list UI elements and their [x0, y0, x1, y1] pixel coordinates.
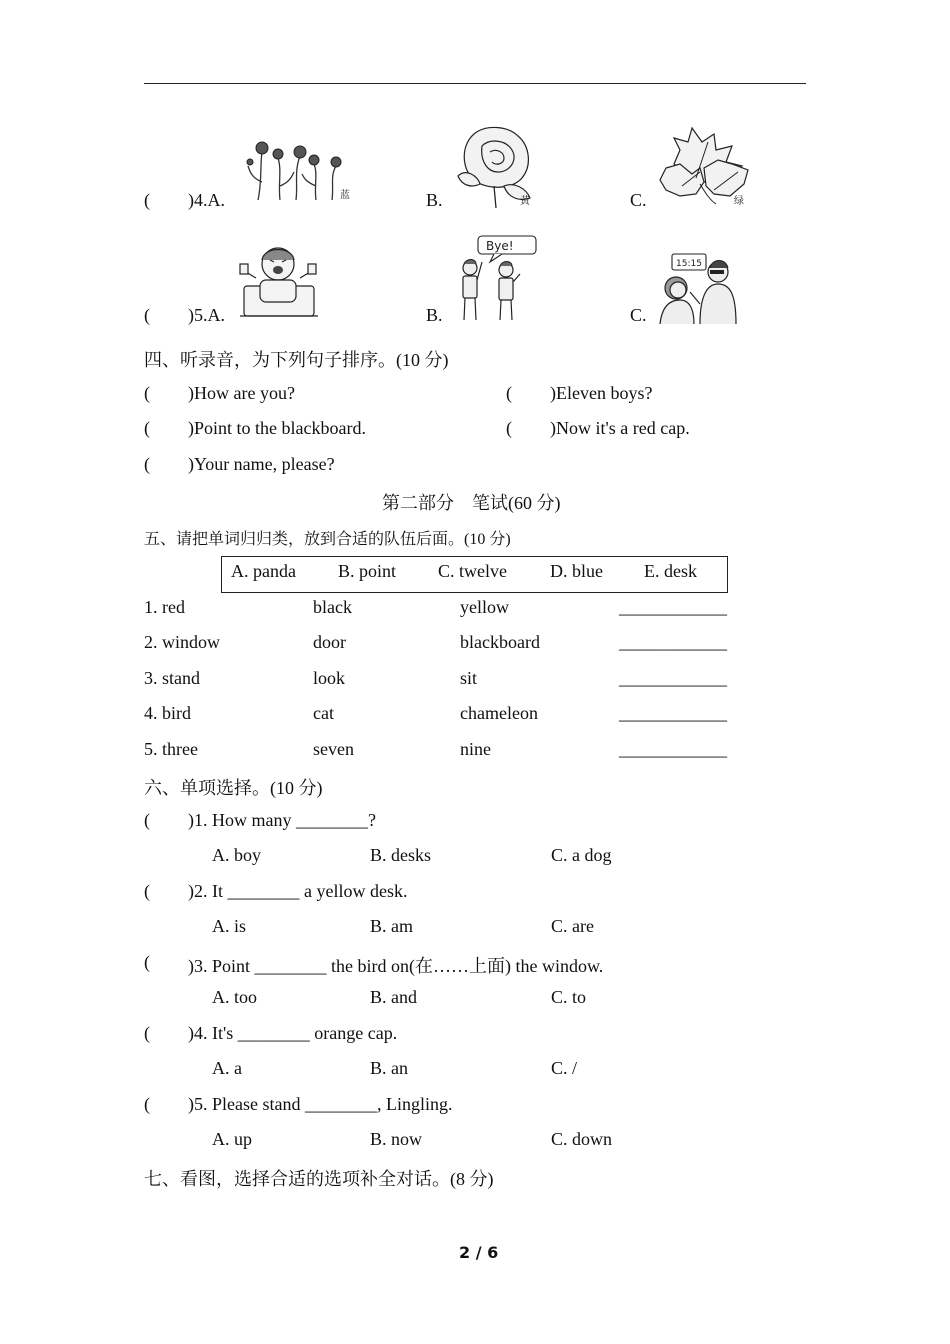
s4-item-text: )How are you?: [188, 383, 295, 403]
s5-row-word: nine: [460, 739, 491, 759]
s6-option-c[interactable]: C. a dog: [551, 845, 612, 865]
q5-paren-open: (: [144, 305, 150, 325]
s6-option-b[interactable]: B. an: [370, 1058, 408, 1078]
green-leaves-image: [656, 124, 752, 208]
s5-row-word: blackboard: [460, 632, 540, 652]
s6-option-a[interactable]: A. too: [212, 987, 257, 1007]
s5-row-word: yellow: [460, 597, 509, 617]
q5-label-c: C.: [630, 305, 647, 325]
s6-option-c[interactable]: C. down: [551, 1129, 613, 1149]
s5-row-word: door: [313, 632, 346, 652]
s6-option-a[interactable]: A. a: [212, 1058, 242, 1078]
s6-option-b[interactable]: B. am: [370, 916, 413, 936]
q5-label-a: )5.A.: [188, 305, 225, 325]
s5-answer-blank[interactable]: ____________: [619, 703, 727, 723]
s6-option-a[interactable]: A. boy: [212, 845, 261, 865]
s4-item-open: (: [144, 454, 150, 474]
s6-question-open: (: [144, 810, 150, 830]
s5-row-word: sit: [460, 668, 478, 688]
section4-title: 四、听录音，为下列句子排序。(10 分): [144, 350, 449, 370]
part2-title: 第二部分 笔试(60 分): [382, 493, 561, 513]
s6-option-a[interactable]: A. is: [212, 916, 247, 936]
q5-label-b: B.: [426, 305, 443, 325]
clock-time-text: 15:15: [676, 259, 702, 269]
s6-question-stem: )3. Point ________ the bird on(在……上面) the window.: [188, 956, 604, 976]
s6-option-b[interactable]: B. now: [370, 1129, 423, 1149]
s4-item-text: )Eleven boys?: [550, 383, 653, 403]
q4-label-a: )4.A.: [188, 190, 225, 210]
s5-answer-blank[interactable]: ____________: [619, 632, 727, 652]
s6-option-c[interactable]: C. are: [551, 916, 594, 936]
word-bank-option: B. point: [338, 561, 397, 581]
s6-question-open: (: [144, 1094, 150, 1114]
word-bank-option: E. desk: [644, 561, 697, 581]
blue-flowers-image: [244, 136, 356, 204]
s6-option-b[interactable]: B. desks: [370, 845, 432, 865]
section6-title: 六、单项选择。(10 分): [144, 778, 323, 798]
s6-option-c[interactable]: C. /: [551, 1058, 578, 1078]
s6-question-stem: )4. It's ________ orange cap.: [188, 1023, 398, 1043]
s6-question-open: (: [144, 881, 150, 901]
yellow-caption: 黄: [520, 196, 530, 207]
s4-item-open: (: [144, 383, 150, 403]
s4-item-open: (: [506, 418, 512, 438]
s6-option-b[interactable]: B. and: [370, 987, 417, 1007]
q4-label-b: B.: [426, 190, 443, 210]
section5-title: 五、请把单词归归类，放到合适的队伍后面。(10 分): [144, 531, 511, 548]
blue-caption: 蓝: [340, 190, 350, 201]
s6-question-stem: )5. Please stand ________, Lingling.: [188, 1094, 453, 1114]
s5-row-word: 2. window: [144, 632, 220, 652]
word-bank-option: C. twelve: [438, 561, 507, 581]
s6-question-open: (: [144, 952, 150, 972]
greeting-adults-image: [656, 244, 742, 324]
s5-row-word: 3. stand: [144, 668, 200, 688]
section7-title: 七、看图，选择合适的选项补全对话。(8 分): [144, 1169, 494, 1189]
s5-row-word: seven: [313, 739, 354, 759]
q4-paren-open: (: [144, 190, 150, 210]
green-caption: 绿: [734, 196, 744, 207]
word-bank-option: A. panda: [231, 561, 296, 581]
s5-row-word: look: [313, 668, 346, 688]
s5-row-word: 4. bird: [144, 703, 191, 723]
s4-item-open: (: [144, 418, 150, 438]
q4-label-c: C.: [630, 190, 647, 210]
s4-item-open: (: [506, 383, 512, 403]
header-rule: [144, 83, 806, 84]
s5-answer-blank[interactable]: ____________: [619, 668, 727, 688]
s5-row-word: chameleon: [460, 703, 538, 723]
s5-row-word: cat: [313, 703, 334, 723]
s5-answer-blank[interactable]: ____________: [619, 597, 727, 617]
yawning-child-image: [238, 242, 320, 322]
s5-row-word: 5. three: [144, 739, 198, 759]
s6-option-c[interactable]: C. to: [551, 987, 587, 1007]
s6-question-stem: )1. How many ________?: [188, 810, 376, 830]
two-boys-waving-image: [454, 234, 540, 322]
s5-row-word: black: [313, 597, 352, 617]
s6-question-stem: )2. It ________ a yellow desk.: [188, 881, 408, 901]
s5-row-word: 1. red: [144, 597, 185, 617]
s6-option-a[interactable]: A. up: [212, 1129, 252, 1149]
bye-speech-text: Bye!: [486, 239, 514, 253]
word-bank-option: D. blue: [550, 561, 603, 581]
s5-answer-blank[interactable]: ____________: [619, 739, 727, 759]
s6-question-open: (: [144, 1023, 150, 1043]
s4-item-text: )Now it's a red cap.: [550, 418, 690, 438]
page-number: 2 / 6: [459, 1243, 499, 1262]
s4-item-text: )Your name, please?: [188, 454, 335, 474]
s4-item-text: )Point to the blackboard.: [188, 418, 366, 438]
yellow-rose-image: [452, 124, 538, 208]
